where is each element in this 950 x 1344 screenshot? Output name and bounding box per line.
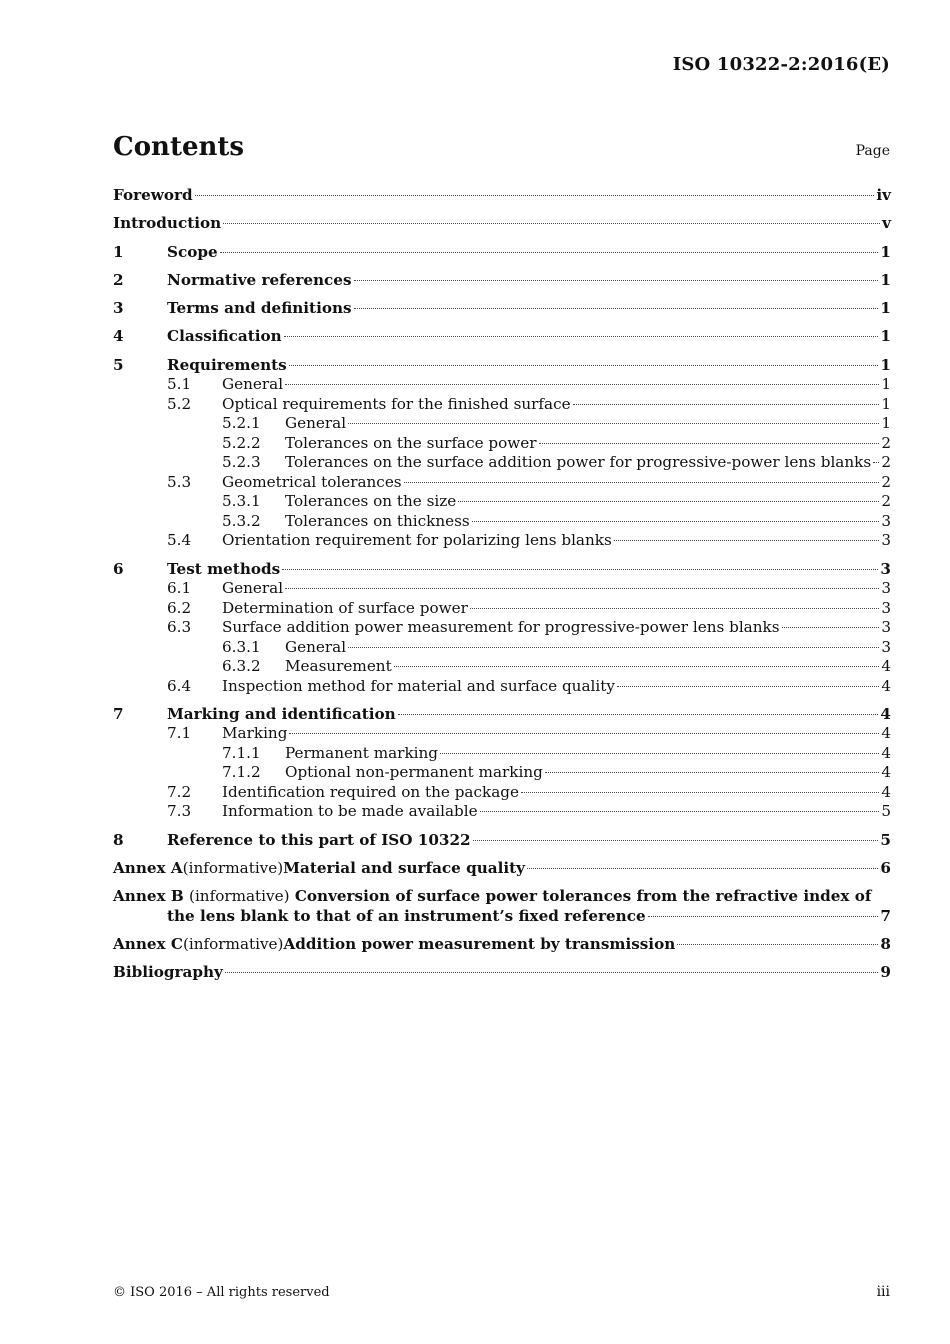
toc-bibliography-entry[interactable] [113, 963, 891, 983]
annex-line [113, 887, 891, 907]
annex-line [113, 935, 891, 955]
toc-entry[interactable] [113, 744, 891, 764]
toc-entry-number: 6.3.1 [222, 637, 261, 656]
dot-leader [220, 252, 879, 253]
dot-leader [348, 647, 879, 648]
toc-entry[interactable] [113, 618, 891, 638]
toc-entry-title: General [222, 579, 284, 598]
toc-entry-title: Tolerances on thickness [285, 511, 470, 530]
annex-title: Conversion of surface power tolerances from the refractive index of [294, 887, 872, 906]
toc-entry-number: 5.3 [167, 472, 192, 491]
toc-entry-number: 6.1 [167, 579, 192, 598]
toc-entry[interactable] [113, 356, 891, 376]
toc-entry-page: 3 [881, 637, 891, 656]
toc-entry-number: 5.2.1 [222, 414, 261, 433]
toc-entry-page: 1 [881, 375, 891, 394]
toc-entry-number: 5.2 [167, 394, 192, 413]
toc-entry[interactable] [113, 831, 891, 851]
contents-heading: Contents [113, 132, 245, 162]
toc-entry-page: 3 [881, 531, 891, 550]
dot-leader [440, 753, 879, 754]
page-number: iii [876, 1284, 890, 1300]
toc-entry[interactable] [113, 783, 891, 803]
table-of-contents [113, 186, 891, 983]
toc-entry[interactable] [113, 802, 891, 822]
toc-entry-number: 6 [113, 559, 124, 578]
toc-entry-page: 2 [881, 433, 891, 452]
dot-leader [614, 540, 880, 541]
toc-entry[interactable] [113, 599, 891, 619]
toc-entry[interactable] [113, 434, 891, 454]
toc-entry-page: 1 [881, 394, 891, 413]
toc-entry-title: Optional non-permanent marking [285, 763, 543, 782]
toc-entry[interactable] [113, 638, 891, 658]
toc-entry-title: Permanent marking [285, 743, 439, 762]
toc-entry[interactable] [113, 214, 891, 234]
toc-entry-page: iv [876, 186, 891, 204]
toc-entry-title: Inspection method for material and surface quality [222, 676, 615, 695]
toc-entry-title: Introduction [113, 214, 222, 233]
dot-leader [289, 365, 879, 366]
dot-leader [404, 482, 880, 483]
toc-entry[interactable] [113, 299, 891, 319]
toc-entry[interactable] [113, 677, 891, 697]
toc-entry[interactable] [113, 492, 891, 512]
toc-entry-page: 4 [881, 657, 891, 676]
toc-entry-title: Surface addition power measurement for progressive-power lens blanks [222, 618, 780, 637]
toc-entry-number: 3 [113, 299, 124, 318]
toc-entry[interactable] [113, 579, 891, 599]
dot-leader [458, 501, 879, 502]
toc-entry[interactable] [113, 724, 891, 744]
toc-entry-number: 6.3 [167, 618, 192, 637]
dot-leader [282, 569, 878, 570]
toc-entry-title: Scope [167, 242, 218, 261]
toc-entry-title: Geometrical tolerances [222, 472, 402, 491]
dot-leader [284, 336, 879, 337]
annex-kind: (informative) [182, 858, 284, 877]
toc-entry-page: 3 [881, 511, 891, 530]
toc-entry-title: Normative references [167, 270, 352, 289]
toc-annex-entry[interactable] [113, 859, 891, 879]
toc-entry[interactable] [113, 453, 891, 473]
toc-entry-number: 8 [113, 830, 124, 849]
toc-entry-title: Tolerances on the size [285, 492, 457, 511]
toc-entry-number: 5.4 [167, 531, 192, 550]
annex-label: Annex B [113, 887, 184, 906]
toc-entry[interactable] [113, 560, 891, 580]
toc-entry[interactable] [113, 395, 891, 415]
toc-entry[interactable] [113, 271, 891, 291]
annex-label: Annex A [113, 858, 183, 877]
toc-entry[interactable] [113, 473, 891, 493]
toc-entry[interactable] [113, 186, 891, 206]
dot-leader [223, 223, 880, 224]
toc-entry-title: Test methods [167, 559, 281, 578]
toc-annex-entry[interactable] [113, 935, 891, 955]
toc-entry-number: 6.2 [167, 598, 192, 617]
toc-entry-page: 3 [881, 579, 891, 598]
annex-kind: (informative) [182, 935, 284, 954]
dot-leader [648, 916, 879, 917]
dot-leader [289, 733, 879, 734]
toc-entry-title: Foreword [113, 186, 193, 204]
toc-entry-page: 3 [880, 559, 891, 578]
toc-entry-page: 4 [881, 724, 891, 743]
annex-kind: (informative) [189, 887, 290, 906]
toc-entry[interactable] [113, 531, 891, 551]
dot-leader [394, 666, 880, 667]
dot-leader [225, 972, 879, 973]
toc-entry-title: Tolerances on the surface addition power for progressive-power lens blanks [285, 453, 872, 472]
dot-leader [545, 772, 880, 773]
toc-entry-number: 4 [113, 327, 124, 346]
toc-entry-number: 5.3.1 [222, 492, 261, 511]
toc-entry[interactable] [113, 512, 891, 532]
dot-leader [473, 840, 879, 841]
toc-entry-page: 1 [880, 327, 891, 346]
toc-entry[interactable] [113, 705, 891, 725]
toc-entry-page: 2 [881, 453, 891, 472]
toc-entry-title: Terms and definitions [167, 299, 352, 318]
annex-page: 8 [880, 935, 891, 954]
dot-leader [521, 792, 879, 793]
annex-title-continued: the lens blank to that of an instrument’s fixed reference [167, 906, 646, 925]
annex-page: 6 [880, 858, 891, 877]
toc-entry-title: Classification [167, 327, 282, 346]
toc-entry-page: 2 [881, 492, 891, 511]
dot-leader [527, 868, 878, 869]
dot-leader [539, 443, 880, 444]
toc-entry-title: General [285, 414, 347, 433]
toc-entry-title: Marking [222, 724, 288, 743]
toc-entry-title: Determination of surface power [222, 598, 468, 617]
toc-entry-number: 6.4 [167, 676, 192, 695]
dot-leader [195, 195, 875, 196]
toc-entry-page: 3 [881, 618, 891, 637]
annex-page: 7 [880, 906, 891, 925]
dot-leader [677, 944, 878, 945]
document-id: ISO 10322-2:2016(E) [672, 54, 890, 75]
toc-entry-number: 7.1.2 [222, 763, 261, 782]
dot-leader [470, 608, 879, 609]
toc-entry-title: Requirements [167, 355, 287, 374]
copyright-notice: © ISO 2016 – All rights reserved [113, 1285, 330, 1300]
toc-entry-number: 5.2.3 [222, 453, 261, 472]
toc-entry-page: 1 [880, 355, 891, 374]
toc-entry-page: 4 [881, 676, 891, 695]
toc-entry-title: Reference to this part of ISO 10322 [167, 830, 471, 849]
dot-leader [398, 714, 879, 715]
bibliography-title: Bibliography [113, 963, 223, 982]
toc-entry-page: 4 [881, 743, 891, 762]
dot-leader [285, 588, 879, 589]
toc-entry-title: Tolerances on the surface power [285, 433, 537, 452]
toc-entry-title: Identification required on the package [222, 782, 519, 801]
toc-entry-page: 4 [881, 782, 891, 801]
toc-entry-page: 1 [880, 270, 891, 289]
annex-line [113, 859, 891, 879]
toc-entry-title: Information to be made available [222, 802, 478, 821]
annex-title: Addition power measurement by transmission [283, 935, 676, 954]
dot-leader [573, 404, 880, 405]
toc-entry-page: 1 [880, 299, 891, 318]
toc-entry-number: 2 [113, 270, 124, 289]
toc-entry-page: 5 [880, 830, 891, 849]
toc-entry[interactable] [113, 657, 891, 677]
dot-leader [782, 627, 880, 628]
toc-entry-number: 7 [113, 704, 124, 723]
toc-entry-title: Measurement [285, 657, 392, 676]
toc-entry-page: 4 [881, 763, 891, 782]
toc-entry-page: 1 [880, 242, 891, 261]
toc-entry-page: v [882, 214, 891, 233]
toc-entry-page: 3 [881, 598, 891, 617]
annex-label: Annex C [113, 935, 183, 954]
dot-leader [354, 280, 879, 281]
toc-annex-entry[interactable] [113, 887, 891, 926]
bibliography-page: 9 [880, 963, 891, 982]
toc-entry-title: Marking and identification [167, 704, 396, 723]
toc-entry[interactable] [113, 243, 891, 263]
toc-entry-page: 2 [881, 472, 891, 491]
toc-entry-number: 5.3.2 [222, 511, 261, 530]
dot-leader [480, 811, 880, 812]
toc-entry-page: 4 [880, 704, 891, 723]
toc-entry[interactable] [113, 375, 891, 395]
toc-entry-title: Orientation requirement for polarizing lens blanks [222, 531, 612, 550]
toc-entry-title: General [285, 637, 347, 656]
toc-entry[interactable] [113, 763, 891, 783]
toc-entry-page: 1 [881, 414, 891, 433]
toc-entry-number: 7.1.1 [222, 743, 261, 762]
dot-leader [285, 384, 879, 385]
page-column-label: Page [855, 143, 890, 159]
toc-entry-number: 5 [113, 355, 124, 374]
dot-leader [617, 686, 879, 687]
toc-entry-title: Optical requirements for the finished surface [222, 394, 571, 413]
dot-leader [348, 423, 879, 424]
toc-entry-page: 5 [881, 802, 891, 821]
toc-entry-title: General [222, 375, 284, 394]
toc-entry-number: 6.3.2 [222, 657, 261, 676]
dot-leader [354, 308, 879, 309]
toc-entry[interactable] [113, 327, 891, 347]
toc-entry-number: 5.2.2 [222, 433, 261, 452]
toc-entry-number: 7.3 [167, 802, 192, 821]
toc-entry-number: 1 [113, 242, 124, 261]
annex-line-continued [113, 907, 891, 927]
toc-entry-number: 7.2 [167, 782, 192, 801]
toc-entry-number: 7.1 [167, 724, 192, 743]
dot-leader [873, 462, 879, 463]
dot-leader [472, 521, 880, 522]
toc-entry-number: 5.1 [167, 375, 192, 394]
annex-title: Material and surface quality [283, 858, 526, 877]
toc-entry[interactable] [113, 414, 891, 434]
